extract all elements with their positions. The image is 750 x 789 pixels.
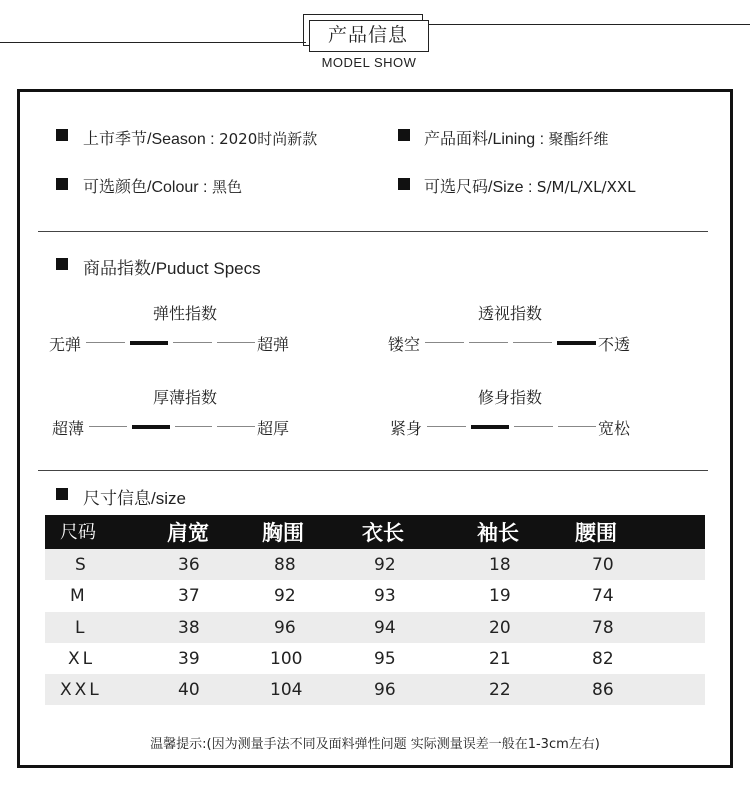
table-cell: 78 bbox=[592, 618, 614, 638]
table-cell: 82 bbox=[592, 649, 614, 669]
spec-scale-segment bbox=[217, 426, 255, 427]
table-cell: 100 bbox=[270, 649, 303, 669]
table-header-cell: 胸围 bbox=[262, 521, 304, 545]
bullet-square-icon bbox=[398, 178, 410, 190]
spec-title: 弹性指数 bbox=[152, 304, 217, 323]
spec-left-label: 无弹 bbox=[49, 335, 82, 354]
table-cell: 96 bbox=[374, 680, 396, 700]
spec-scale-segment bbox=[513, 342, 552, 343]
table-cell: 96 bbox=[274, 618, 296, 638]
info-colour-value: 黑色 bbox=[211, 178, 242, 196]
table-header-cell: 肩宽 bbox=[167, 521, 209, 545]
spec-title: 厚薄指数 bbox=[152, 388, 217, 407]
header-line-right bbox=[426, 24, 750, 25]
table-cell: 39 bbox=[178, 649, 200, 669]
table-cell: 92 bbox=[274, 586, 296, 606]
table-cell-size: M bbox=[70, 586, 88, 606]
info-size-label: 可选尺码/Size : bbox=[424, 179, 533, 196]
page-subtitle: MODEL SHOW bbox=[321, 55, 417, 70]
table-cell-size: L bbox=[75, 618, 88, 638]
spec-scale-segment bbox=[558, 426, 597, 427]
spec-scale-segment bbox=[86, 342, 125, 343]
info-colour-label: 可选颜色/Colour : bbox=[83, 179, 208, 196]
page-title: 产品信息 bbox=[327, 24, 408, 46]
spec-right-label: 超弹 bbox=[257, 335, 290, 354]
spec-level-marker bbox=[471, 425, 510, 429]
table-cell: 38 bbox=[178, 618, 200, 638]
spec-scale-segment bbox=[175, 426, 213, 427]
table-header-cell: 尺码 bbox=[60, 522, 96, 543]
spec-level-marker bbox=[557, 341, 596, 345]
table-cell: 104 bbox=[270, 680, 303, 700]
bullet-square-icon bbox=[56, 129, 68, 141]
section-divider bbox=[38, 470, 708, 471]
table-cell: 20 bbox=[489, 618, 511, 638]
spec-title: 修身指数 bbox=[477, 388, 542, 407]
spec-title: 透视指数 bbox=[477, 304, 542, 323]
info-season-label: 上市季节/Season : bbox=[83, 131, 215, 148]
info-size bbox=[424, 174, 636, 197]
spec-level-marker bbox=[132, 425, 170, 429]
header-title-box bbox=[303, 14, 429, 52]
info-season-value: 2020时尚新款 bbox=[219, 130, 318, 148]
table-cell: 40 bbox=[178, 680, 200, 700]
table-cell: 94 bbox=[374, 618, 396, 638]
spec-left-label: 紧身 bbox=[390, 419, 423, 438]
table-cell: 36 bbox=[178, 555, 200, 575]
info-size-value: S/M/L/XL/XXL bbox=[536, 178, 636, 196]
specs-section-title: 商品指数/Puduct Specs bbox=[83, 259, 261, 278]
spec-scale-segment bbox=[89, 426, 127, 427]
table-cell: 95 bbox=[374, 649, 396, 669]
spec-scale-segment bbox=[469, 342, 508, 343]
table-cell: 74 bbox=[592, 586, 614, 606]
spec-left-label: 超薄 bbox=[52, 419, 85, 438]
bullet-square-icon bbox=[56, 178, 68, 190]
table-cell: 88 bbox=[274, 555, 296, 575]
spec-right-label: 不透 bbox=[598, 335, 631, 354]
spec-right-label: 宽松 bbox=[598, 419, 631, 438]
table-cell: 21 bbox=[489, 649, 511, 669]
table-cell: 18 bbox=[489, 555, 511, 575]
spec-scale-segment bbox=[425, 342, 464, 343]
info-colour bbox=[83, 174, 242, 197]
spec-scale-segment bbox=[427, 426, 466, 427]
info-lining bbox=[424, 126, 609, 149]
header-line-left bbox=[0, 42, 306, 43]
measurement-note: 温馨提示:(因为测量手法不同及面料弹性问题 实际测量误差一般在1-3cm左右) bbox=[150, 737, 600, 752]
info-season bbox=[83, 126, 317, 149]
bullet-square-icon bbox=[398, 129, 410, 141]
table-cell: 19 bbox=[489, 586, 511, 606]
table-cell: 70 bbox=[592, 555, 614, 575]
table-cell: 93 bbox=[374, 586, 396, 606]
info-lining-value: 聚酯纤维 bbox=[548, 130, 609, 148]
section-divider bbox=[38, 231, 708, 232]
spec-level-marker bbox=[130, 341, 169, 345]
table-header-cell: 腰围 bbox=[575, 521, 617, 545]
spec-scale-segment bbox=[514, 426, 553, 427]
table-cell: 22 bbox=[489, 680, 511, 700]
table-cell-size: S bbox=[75, 555, 89, 575]
table-header-cell: 袖长 bbox=[477, 521, 519, 545]
spec-right-label: 超厚 bbox=[257, 419, 290, 438]
spec-scale-segment bbox=[173, 342, 212, 343]
bullet-square-icon bbox=[56, 258, 68, 270]
spec-left-label: 镂空 bbox=[388, 335, 421, 354]
bullet-square-icon bbox=[56, 488, 68, 500]
table-cell-size: XXL bbox=[60, 680, 102, 700]
spec-scale-segment bbox=[217, 342, 256, 343]
table-header-cell: 衣长 bbox=[362, 521, 404, 545]
table-cell: 37 bbox=[178, 586, 200, 606]
info-lining-label: 产品面料/Lining : bbox=[424, 131, 545, 148]
table-cell: 92 bbox=[374, 555, 396, 575]
size-section-title: 尺寸信息/size bbox=[83, 489, 186, 508]
table-cell-size: XL bbox=[68, 649, 96, 669]
table-cell: 86 bbox=[592, 680, 614, 700]
